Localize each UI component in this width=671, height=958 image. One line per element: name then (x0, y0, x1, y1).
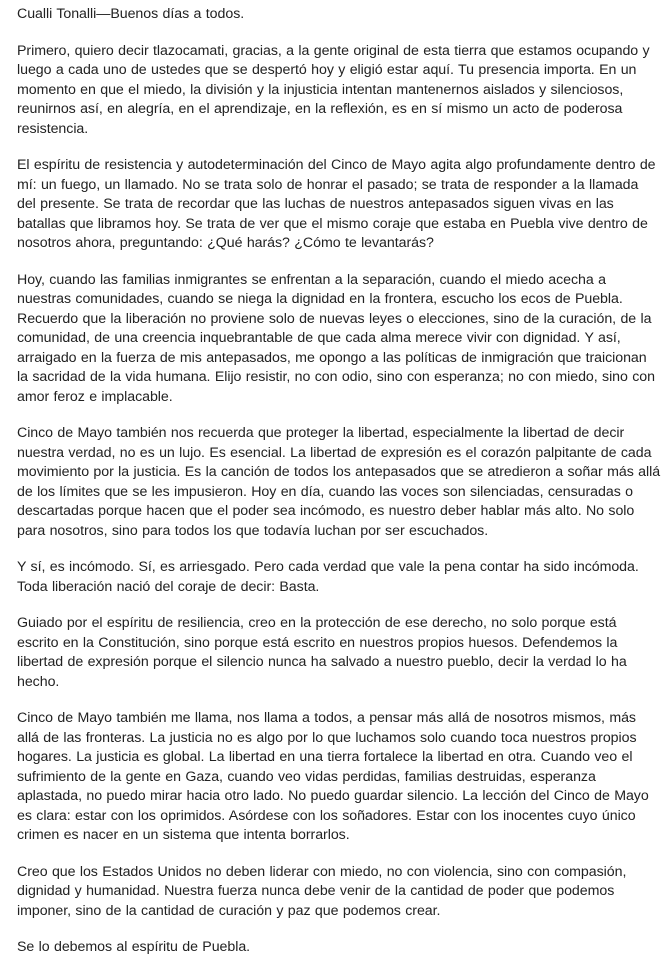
paragraph-compassion: Creo que los Estados Unidos no deben liderar con miedo, no con violencia, sino con compasión, dignidad y humanidad. Nuestra fuerza nunca debe venir de la cantidad de poder que podemos imponer, sino de la cantidad de curación y paz que podemos crear. (17, 863, 627, 919)
paragraph-resilience: Guiado por el espíritu de resiliencia, creo en la protección de ese derecho, no solo porque está escrito en la Constitución, sino porque está escrito en nuestros propios huesos. Defendemos la libertad de expresión porque el silencio nunca ha salvado a nuestro pueblo, decir la verdad lo ha hecho. (17, 615, 627, 690)
paragraph-gratitude: Primero, quiero decir tlazocamati, gracias, a la gente original de esta tierra que estamos ocupando y luego a cada uno de ustedes que se despertó hoy y eligió estar aquí. Tu presencia importa. En un momento en que el miedo, la división y la injusticia intentan mantenernos aislados y silenciosos, reunirnos así, en alegría, en el aprendizaje, en la reflexión, es en sí mismo un acto de poderosa resistencia. (17, 42, 650, 137)
paragraph-resistance-spirit: El espíritu de resistencia y autodeterminación del Cinco de Mayo agita algo profundamente dentro de mí: un fuego, un llamado. No se trata solo de honrar el pasado; se trata de responder a la llamada del presente. Se trata de recordar que las luchas de nuestros antepasados siguen vivas en las batallas que libramos hoy. Se trata de ver que el mismo coraje que estaba en Puebla vive dentro de nosotros ahora, preguntando: ¿Qué harás? ¿Cómo te levantarás? (17, 157, 656, 251)
paragraph-global-justice: Cinco de Mayo también me llama, nos llama a todos, a pensar más allá de nosotros mismos, más allá de las fronteras. La justicia no es algo por lo que luchamos solo cuando toca nuestros propios hogares. La justicia es global. La libertad en una tierra fortalece la libertad en otra. Cuando veo el sufrimiento de la gente en Gaza, cuando veo vidas perdidas, familias destruidas, esperanza aplastada, no puedo mirar hacia otro lado. No puedo guardar silencio. La lección del Cinco de Mayo es clara: estar con los oprimidos. Asórdese con los soñadores. Estar con los inocentes cuyo único crimen es nacer en un sistema que intenta borrarlos. (17, 710, 649, 843)
paragraph-uncomfortable-truth: Y sí, es incómodo. Sí, es arriesgado. Pero cada verdad que vale la pena contar ha sido incómoda. Toda liberación nació del coraje de decir: Basta. (17, 559, 639, 595)
paragraph-closing: Se lo debemos al espíritu de Puebla. (17, 939, 251, 955)
paragraph-immigrant-families: Hoy, cuando las familias inmigrantes se enfrentan a la separación, cuando el miedo acecha a nuestras comunidades, cuando se niega la dignidad en la frontera, escucho los ecos de Puebla. Recuerdo que la liberación no proviene solo de nuevas leyes o elecciones, sino de la curación, de la comunidad, de una creencia inquebrantable de que cada alma merece vivir con dignidad. Y así, arraigado en la fuerza de mis antepasados, me opongo a las políticas de inmigración que traicionan la sacridad de la vida humana. Elijo resistir, no con odio, sino con esperanza; no con miedo, sino con amor feroz e implacable. (17, 271, 655, 405)
paragraph-greeting: Cualli Tonalli—Buenos días a todos. (17, 6, 245, 22)
paragraph-freedom-of-expression: Cinco de Mayo también nos recuerda que proteger la libertad, especialmente la libertad de decir nuestra verdad, no es un lujo. Es esencial. La libertad de expresión es el corazón palpitante de cada movimiento por la justicia. Es la canción de todos los antepasados que se atredieron a soñar más allá de los límites que se les impusieron. Hoy en día, cuando las voces son silenciadas, censuradas o descartadas porque hacen que el poder sea incómodo, es nuestro deber hablar más alto. No solo para nosotros, sino para todos los que todavía luchan por ser escuchados. (17, 425, 661, 539)
